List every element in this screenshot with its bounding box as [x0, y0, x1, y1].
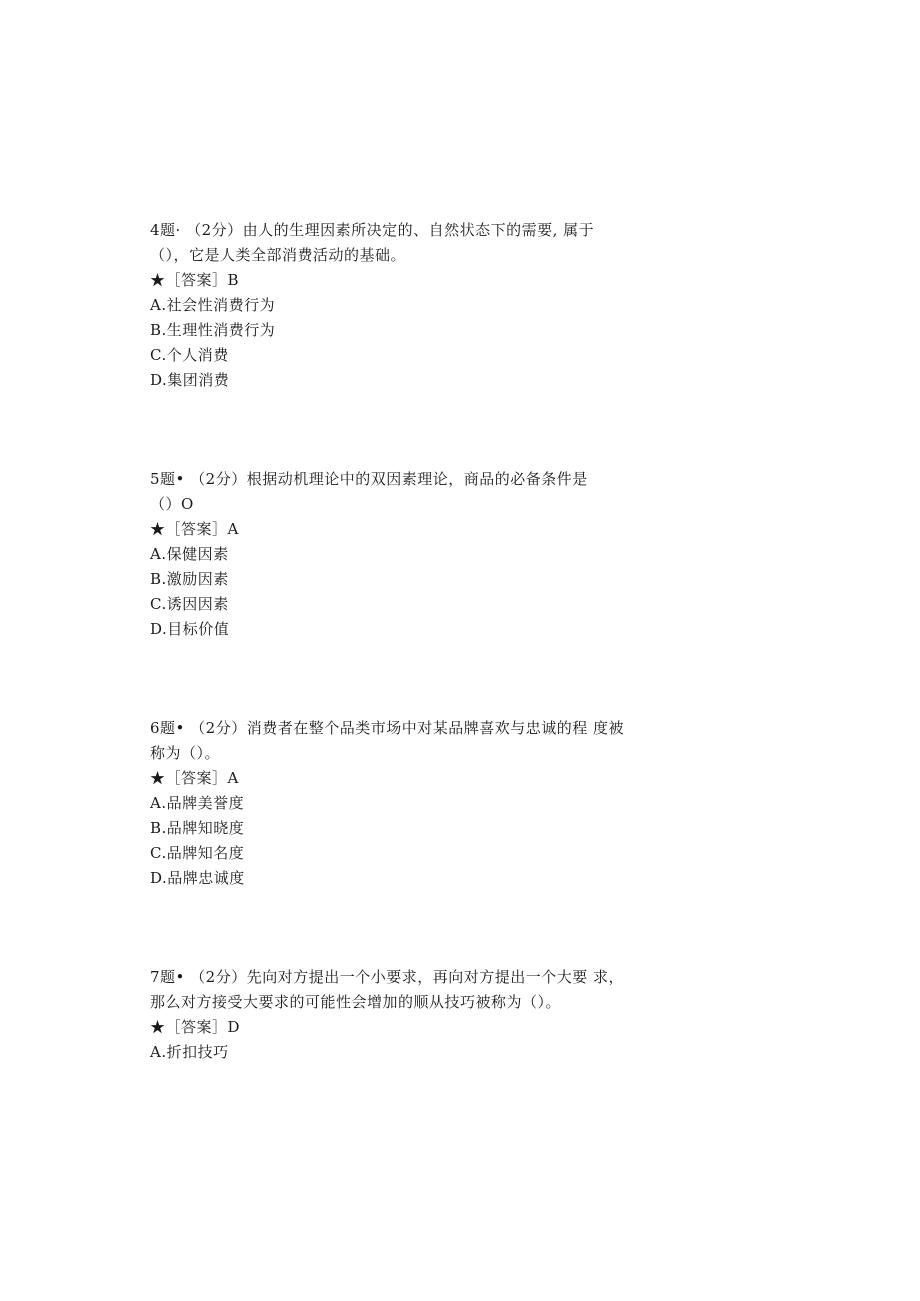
option-b: B.激励因素: [150, 570, 229, 588]
question-stem-line: 7题• （2分）先向对方提出一个小要求，再向对方提出一个大要 求，: [150, 968, 624, 986]
question-6: [150, 716, 690, 891]
option-b: B.生理性消费行为: [150, 321, 276, 339]
option-d: D.集团消费: [150, 371, 230, 389]
question-4: [150, 218, 690, 393]
question-stem-line: （），它是人类全部消费活动的基础。: [150, 246, 407, 264]
question-stem-line: 4题· （2分）由人的生理因素所决定的、自然状态下的需要, 属于: [150, 221, 595, 239]
answer-line: ★［答案］D: [150, 1018, 241, 1036]
option-a: A.品牌美誉度: [150, 794, 245, 812]
option-a: A.保健因素: [150, 545, 229, 563]
answer-line: ★［答案］B: [150, 271, 240, 289]
question-stem-line: 5题• （2分）根据动机理论中的双因素理论，商品的必备条件是: [150, 470, 588, 488]
question-stem-line: （）O: [150, 495, 194, 513]
question-5: [150, 467, 690, 642]
option-a: A.社会性消费行为: [150, 296, 276, 314]
question-7: [150, 965, 690, 1065]
option-a: A.折扣技巧: [150, 1043, 229, 1061]
option-c: C.诱因因素: [150, 595, 229, 613]
option-b: B.品牌知晓度: [150, 819, 245, 837]
question-stem-line: 称为（）。: [150, 744, 221, 762]
option-d: D.品牌忠诚度: [150, 869, 245, 887]
question-stem-line: 6题• （2分）消费者在整个品类市场中对某品牌喜欢与忠诚的程 度被: [150, 719, 624, 737]
option-c: C.个人消费: [150, 346, 229, 364]
answer-line: ★［答案］A: [150, 769, 239, 787]
question-stem-line: 那么对方接受大要求的可能性会增加的顺从技巧被称为（）。: [150, 993, 562, 1011]
option-c: C.品牌知名度: [150, 844, 245, 862]
option-d: D.目标价值: [150, 620, 230, 638]
answer-line: ★［答案］A: [150, 520, 239, 538]
